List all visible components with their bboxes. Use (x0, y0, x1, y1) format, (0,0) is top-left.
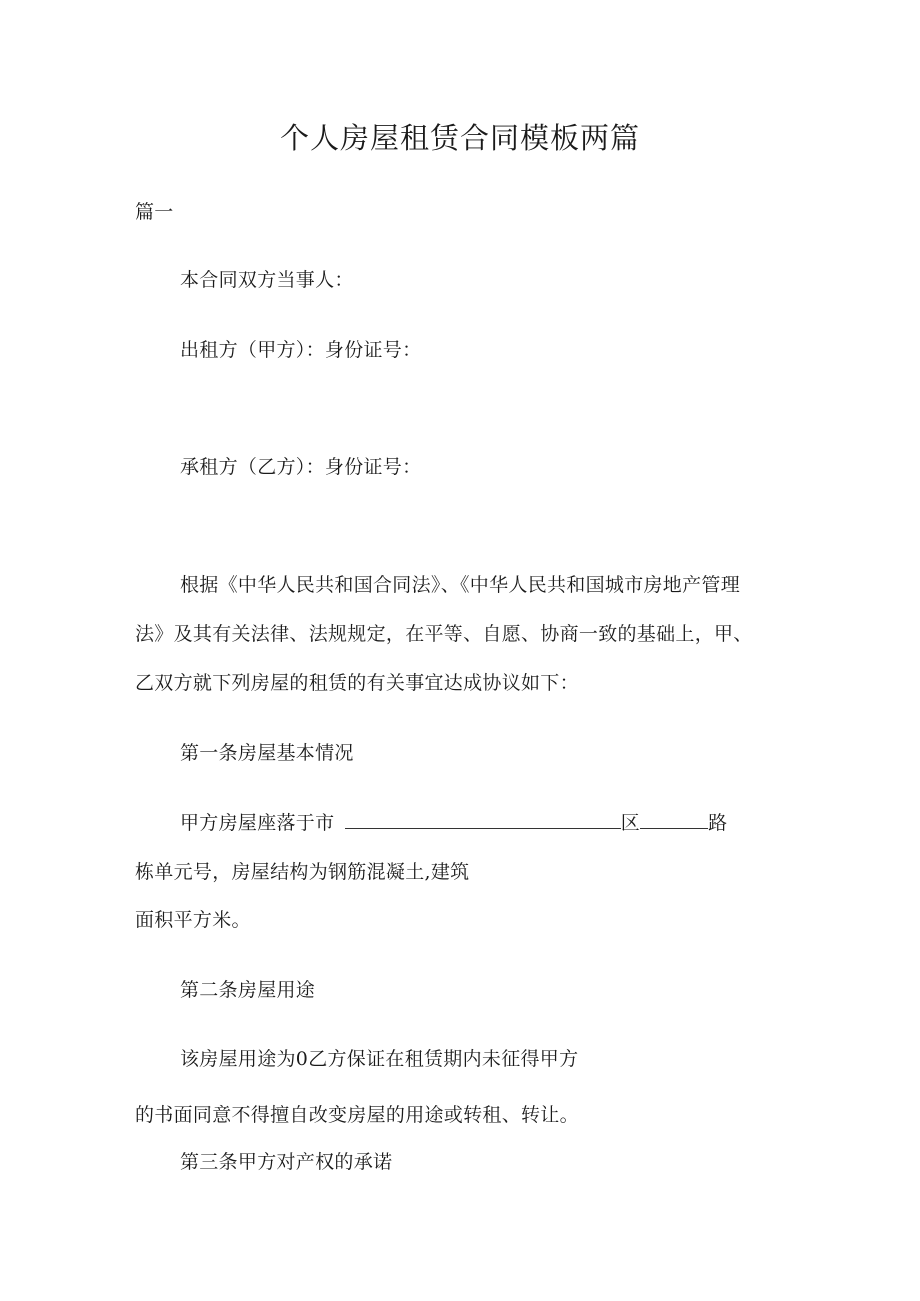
road-label: 路 (708, 812, 728, 834)
article3-heading: 第三条甲方对产权的承诺 (180, 1151, 393, 1173)
article2-line-2: 的书面同意不得擅自改变房屋的用途或转租、转让。 (135, 1104, 579, 1126)
lessee-line: 承租方（乙方）：身份证号： (180, 456, 422, 478)
article1-location-line (180, 810, 727, 835)
district-blank (640, 810, 708, 829)
article2-heading: 第二条房屋用途 (180, 979, 316, 1001)
lessor-line: 出租方（甲方）：身份证号： (180, 339, 422, 361)
location-prefix: 甲方房屋座落于市 (180, 812, 335, 834)
preamble-line-2: 法》及其有关法律、法规规定，在平等、自愿、协商一致的基础上，甲、 (135, 623, 753, 645)
section-label: 篇一 (135, 201, 174, 223)
district-label: 区 (620, 812, 641, 834)
article1-line-3: 面积平方米。 (135, 909, 251, 931)
article1-line-2: 栋单元号，房屋结构为钢筋混凝土,建筑 (135, 861, 470, 883)
parties-intro: 本合同双方当事人： (180, 269, 354, 291)
preamble-line-3: 乙双方就下列房屋的租赁的有关事宜达成协议如下： (135, 672, 579, 694)
document-title: 个人房屋租赁合同模板两篇 (279, 121, 640, 155)
article1-heading: 第一条房屋基本情况 (180, 742, 354, 764)
city-blank (345, 810, 621, 829)
article2-line-1: 该房屋用途为0乙方保证在租赁期内未征得甲方 (180, 1048, 579, 1070)
preamble-line-1: 根据《中华人民共和国合同法》、《中华人民共和国城市房地产管理 (180, 574, 741, 596)
